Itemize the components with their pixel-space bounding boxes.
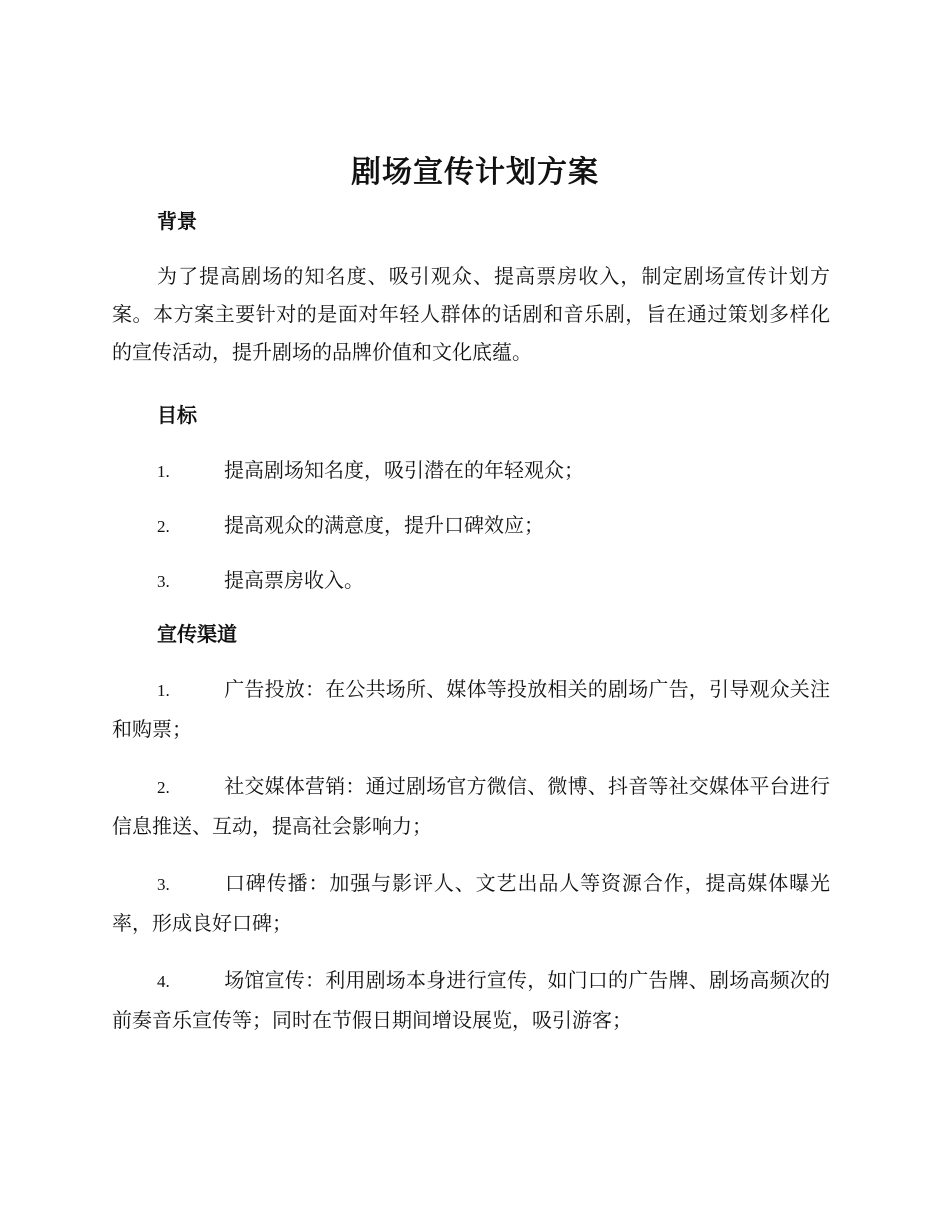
goal-item-text: 提高观众的满意度，提升口碑效应； (224, 513, 544, 537)
goal-item (112, 506, 830, 546)
document-title: 剧场宣传计划方案 (351, 155, 599, 190)
channel-item-text: 口碑传播：加强与影评人、文艺出品人等资源合作，提高媒体曝光率，形成良好口碑； (112, 871, 830, 935)
channel-item-text: 场馆宣传：利用剧场本身进行宣传，如门口的广告牌、剧场高频次的前奏音乐宣传等；同时在节假日期间增设展览，吸引游客； (112, 968, 830, 1032)
channel-item-number: 2. (157, 778, 170, 797)
channel-item-number: 4. (157, 972, 170, 991)
heading-background: 背景 (157, 209, 197, 233)
paragraph-background: 为了提高剧场的知名度、吸引观众、提高票房收入，制定剧场宣传计划方案。本方案主要针对的是面对年轻人群体的话剧和音乐剧，旨在通过策划多样化的宣传活动，提升剧场的品牌价值和文化底蕴。 (112, 264, 830, 364)
channel-item-text: 广告投放：在公共场所、媒体等投放相关的剧场广告，引导观众关注和购票； (112, 677, 830, 741)
channel-item (112, 961, 830, 1039)
goal-item (112, 451, 830, 491)
channel-item (112, 767, 830, 845)
channel-item-number: 3. (157, 875, 170, 894)
channel-item-text: 社交媒体营销：通过剧场官方微信、微博、抖音等社交媒体平台进行信息推送、互动，提高社会影响力； (112, 774, 830, 838)
goal-item (112, 561, 830, 601)
heading-channels: 宣传渠道 (157, 622, 237, 646)
goal-item-text: 提高剧场知名度，吸引潜在的年轻观众； (224, 458, 584, 482)
channel-item (112, 670, 830, 748)
goal-item-number: 1. (157, 462, 170, 481)
goal-item-number: 3. (157, 572, 170, 591)
channel-item (112, 864, 830, 942)
heading-goals: 目标 (157, 403, 197, 427)
goal-item-text: 提高票房收入。 (224, 568, 364, 592)
goal-item-number: 2. (157, 517, 170, 536)
channel-item-number: 1. (157, 681, 170, 700)
